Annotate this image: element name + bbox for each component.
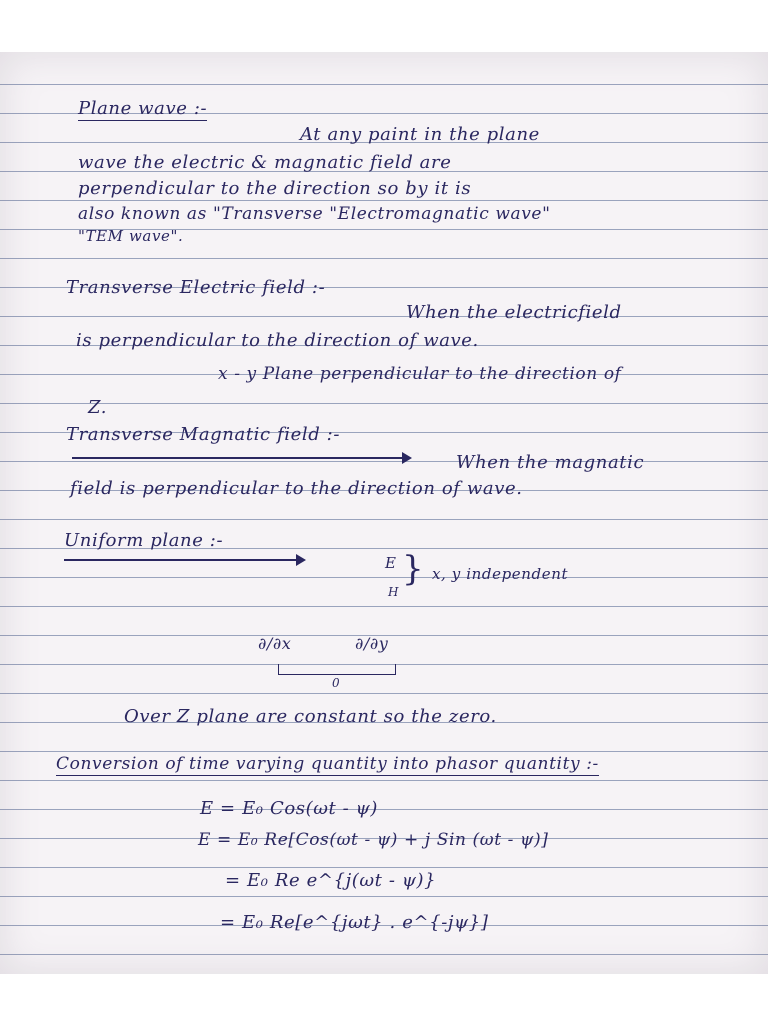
te-field-line: Z. <box>88 397 108 418</box>
plane-wave-line: wave the electric & magnatic field are <box>78 152 452 173</box>
derivative-y: ∂/∂y <box>355 634 389 653</box>
plane-wave-heading: Plane wave :- <box>78 98 208 119</box>
plane-wave-line: At any paint in the plane <box>300 124 540 145</box>
uniform-plane-line: Over Z plane are constant so the zero. <box>124 706 497 727</box>
brace-top-symbol: E <box>385 554 397 572</box>
tm-field-line: When the magnatic <box>456 452 645 473</box>
brace-bottom-symbol: H <box>388 585 400 599</box>
te-field-line: is perpendicular to the direction of wave. <box>76 330 479 351</box>
brace-label: x, y independent <box>432 565 569 583</box>
tm-field-heading: Transverse Magnatic field :- <box>66 424 341 445</box>
uniform-plane-heading: Uniform plane :- <box>64 530 224 551</box>
arrow-underline <box>72 457 410 459</box>
conversion-heading: Conversion of time varying quantity into phasor quantity :- <box>56 754 599 774</box>
curly-brace-icon: } <box>402 549 425 589</box>
equation: = E₀ Re e^{j(ωt - ψ)} <box>225 870 437 891</box>
bracket-underline <box>278 664 396 675</box>
te-field-line: x - y Plane perpendicular to the direction of <box>218 364 622 384</box>
zero-label: 0 <box>332 676 341 690</box>
equation: = E₀ Re[e^{jωt} . e^{-jψ}] <box>220 912 489 933</box>
derivative-x: ∂/∂x <box>258 634 292 653</box>
plane-wave-line: perpendicular to the direction so by it is <box>78 178 472 199</box>
te-field-heading: Transverse Electric field :- <box>66 277 326 298</box>
notebook-page <box>0 52 768 974</box>
equation: E = E₀ Cos(ωt - ψ) <box>200 798 378 819</box>
te-field-line: When the electricfield <box>406 302 622 323</box>
arrow-underline <box>64 559 304 561</box>
plane-wave-line: also known as "Transverse "Electromagnatic wave" <box>78 204 551 224</box>
plane-wave-line: "TEM wave". <box>78 227 184 245</box>
equation: E = E₀ Re[Cos(ωt - ψ) + j Sin (ωt - ψ)] <box>198 830 549 850</box>
tm-field-line: field is perpendicular to the direction of wave. <box>70 478 523 499</box>
